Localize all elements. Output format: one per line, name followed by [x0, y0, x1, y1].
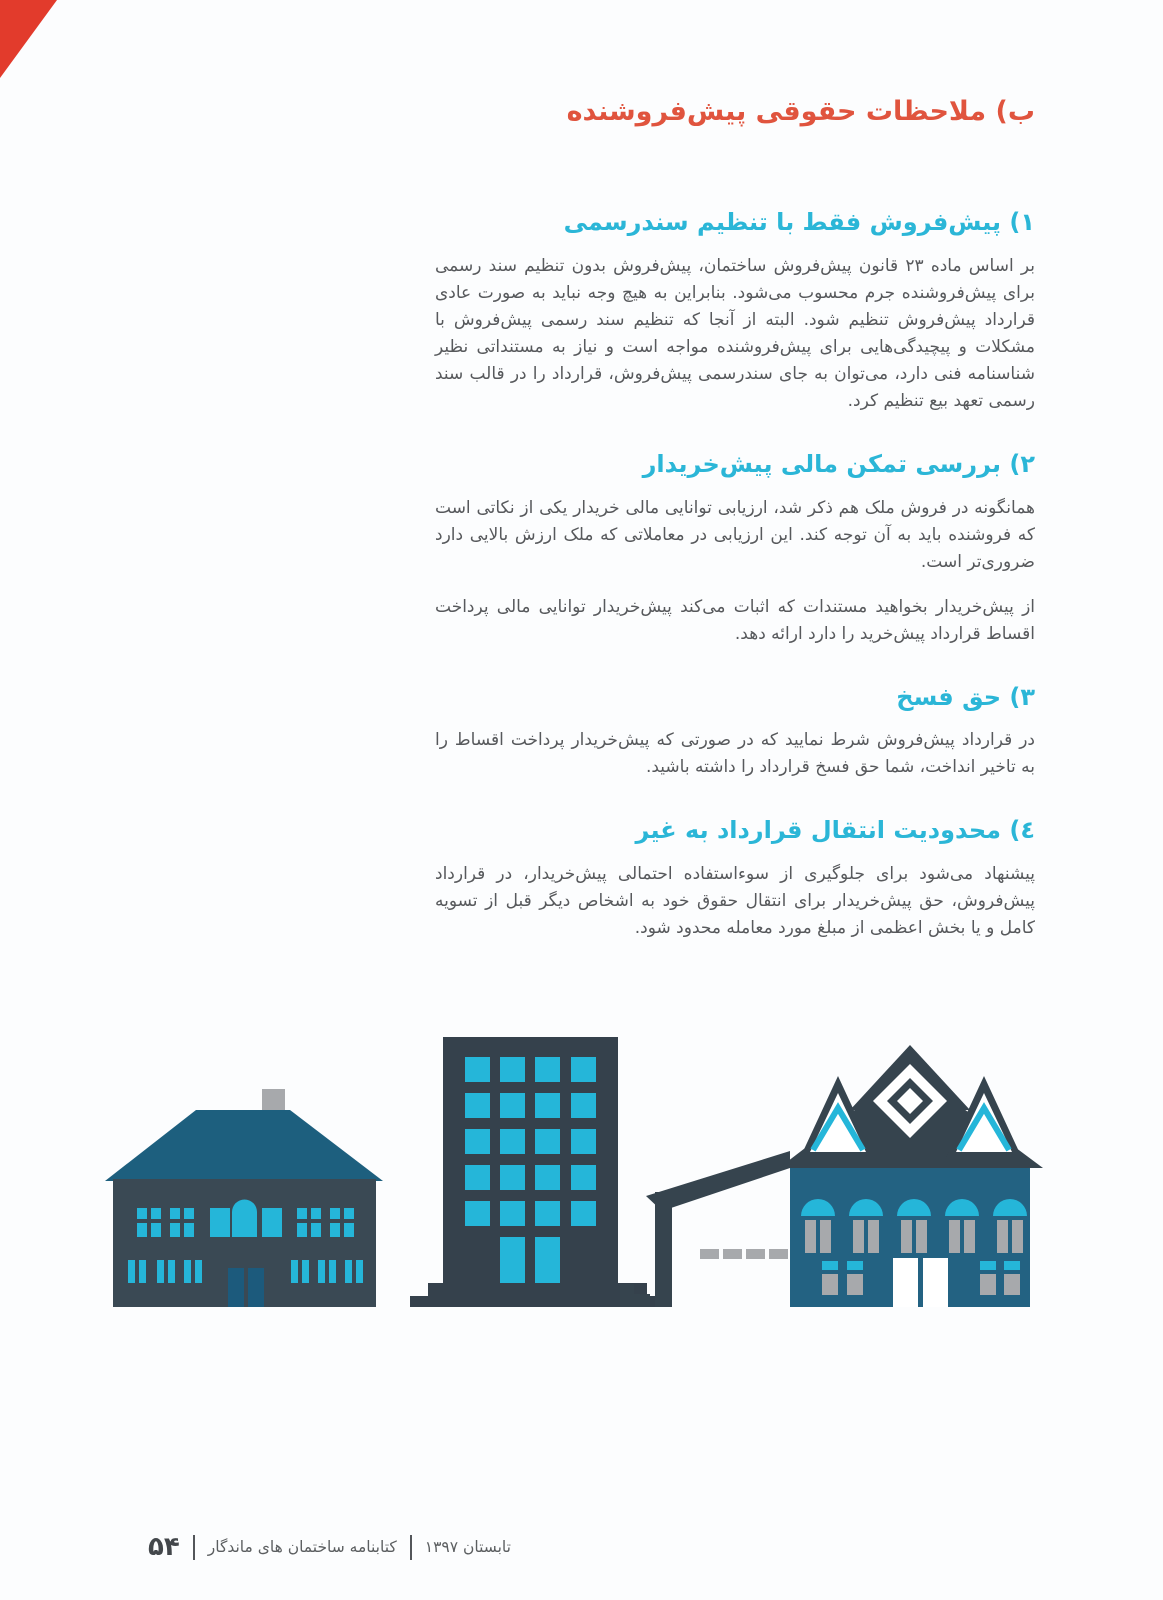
corner-triangle-decoration	[0, 0, 57, 78]
section-paragraph: از پیش‌خریدار بخواهید مستندات که اثبات می‌کند پیش‌خریدار توانایی مالی پرداخت اقساط قرارداد پیش‌خرید را دارد ارائه دهد.	[435, 596, 1035, 644]
section-heading: ٤) محدودیت انتقال قرارداد به غیر	[635, 816, 1035, 845]
footer-season: تابستان ۱۳۹۷	[424, 1538, 511, 1556]
page-content	[435, 96, 1035, 974]
section-paragraph: همانگونه در فروش ملک هم ذکر شد، ارزیابی توانایی مالی خریدار یکی از نکاتی است که فروشنده باید به آن توجه کند. این ارزیابی در معاملاتی که ملک ارزش بالایی دارد ضروری‌تر است.	[435, 497, 1035, 572]
garage-door-stripe	[700, 1249, 788, 1259]
garage-roof	[646, 1151, 790, 1211]
villa-with-garage-icon	[620, 1045, 1043, 1307]
house-chimney	[262, 1089, 285, 1113]
section-paragraph: پیشنهاد می‌شود برای جلوگیری از سوءاستفاده احتمالی پیش‌خریدار، در قرارداد پیش‌فروش، حق پیش‌خریدار برای انتقال حقوق خود به اشخاص دیگر قبل از تسویه کامل و یا بخش اعظمی از مبلغ مورد معامله محدود شود.	[435, 864, 1035, 939]
buildings-illustration	[0, 1000, 1163, 1320]
apartment-tower-icon	[410, 1037, 662, 1307]
house-body	[113, 1179, 376, 1307]
house-roof	[105, 1110, 383, 1181]
house-building-icon	[105, 1089, 383, 1307]
section-heading: ۱) پیش‌فروش فقط با تنظیم سندرسمی	[563, 208, 1035, 236]
footer-divider	[193, 1535, 195, 1560]
section-paragraph: در قرارداد پیش‌فروش شرط نمایید که در صورتی که پیش‌خریدار پرداخت اقساط را به تاخیر انداخت، شما حق فسخ قرارداد را داشته باشید.	[435, 730, 1035, 778]
section-paragraph: بر اساس ماده ۲۳ قانون پیش‌فروش ساختمان، پیش‌فروش بدون تنظیم سند رسمی برای پیش‌فروشنده جرم محسوب می‌شود. بنابراین به هیچ وجه نباید به صورت عادی قرارداد پیش‌فروش تنظیم شود. البته از آنجا که تنظیم سند رسمی پیش‌فروش با مشکلات و پیچیدگی‌هایی برای پیش‌فروشنده مواجه است و نیاز به مستنداتی نظیر شناسنامه فنی دارد، می‌توان به جای سندرسمی پیش‌فروش، قرارداد را در قالب سند رسمی تعهد بیع تنظیم کرد.	[435, 255, 1035, 411]
tower-base-step	[428, 1283, 647, 1296]
section-heading: ۳) حق فسخ	[896, 682, 1035, 711]
section-termination-right	[435, 680, 1035, 782]
page-footer	[148, 1532, 511, 1562]
section-buyer-finances	[435, 447, 1035, 648]
footer-book-title: کتابنامه ساختمان های ماندگار	[207, 1538, 397, 1556]
section-heading: ۲) بررسی تمکن مالی پیش‌خریدار	[642, 449, 1035, 478]
page-title: ب) ملاحظات حقوقی پیش‌فروشنده	[566, 96, 1035, 127]
page-number: ۵۴	[148, 1532, 180, 1562]
footer-divider	[410, 1535, 412, 1560]
section-transfer-restriction	[435, 813, 1035, 942]
section-official-deed	[435, 205, 1035, 415]
